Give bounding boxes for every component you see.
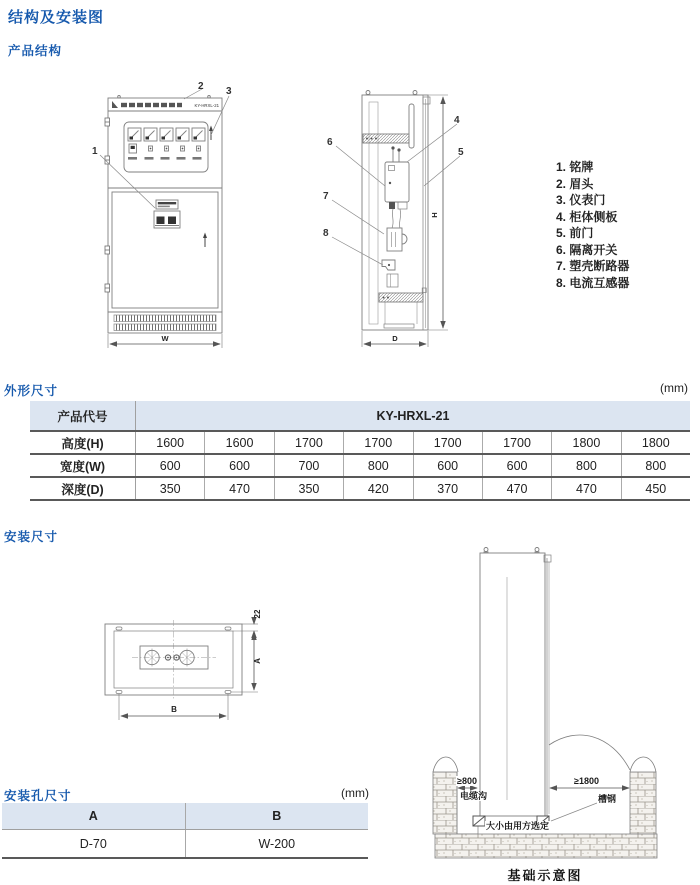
- col-b-header: B: [272, 809, 282, 823]
- cell: 600: [205, 455, 274, 476]
- cell: 350: [275, 478, 344, 499]
- callout-5: 5: [458, 147, 464, 158]
- section-outline-dimensions: 外形尺寸: [4, 384, 59, 398]
- hole-table-header: [2, 803, 368, 830]
- cell: 470: [205, 478, 274, 499]
- hole-table-values: [2, 830, 368, 859]
- foundation-caption: 基础示意图: [507, 868, 583, 883]
- legend-item: 8. 电流互感器: [556, 275, 630, 290]
- row-label: 高度(H): [30, 432, 136, 453]
- dim-b-label: B: [171, 705, 177, 714]
- legend-item: 7. 塑壳断路器: [556, 259, 630, 273]
- page-title: 结构及安装图: [8, 9, 105, 26]
- table-row-width: [30, 455, 690, 478]
- callout-8: 8: [323, 228, 329, 239]
- cell: 1700: [483, 432, 552, 453]
- cell: 600: [136, 455, 205, 476]
- row-label: 宽度(W): [30, 455, 136, 476]
- cable-trench-label: 电缆沟: [460, 791, 488, 801]
- section-mounting-holes: 安装孔尺寸: [4, 789, 72, 803]
- cell: 700: [275, 455, 344, 476]
- col-a-value: D-70: [2, 830, 186, 857]
- col-a-header: A: [2, 803, 186, 829]
- mounting-plan-drawing: [90, 598, 290, 733]
- table-header-row: [30, 401, 690, 432]
- legend-item: 1. 铭牌: [556, 160, 594, 174]
- foundation-dim-right: ≥1800: [574, 776, 599, 786]
- cell: 1700: [275, 432, 344, 453]
- dim-offset-label: 22: [253, 609, 262, 619]
- cell: 370: [414, 478, 483, 499]
- cell: 800: [344, 455, 413, 476]
- foundation-figure: [425, 532, 697, 884]
- cell: 1600: [205, 432, 274, 453]
- dim-a-label: A: [253, 658, 262, 664]
- legend-item: 2. 眉头: [556, 176, 594, 191]
- mounting-hole-table: [2, 803, 368, 859]
- legend-item: 4. 柜体侧板: [556, 209, 618, 224]
- cell: 470: [483, 478, 552, 499]
- cell: 1700: [414, 432, 483, 453]
- callout-1: 1: [92, 146, 98, 157]
- callout-2: 2: [198, 81, 204, 92]
- front-view-drawing: [88, 80, 240, 365]
- table-row-height: [30, 432, 690, 455]
- product-code-value: KY-HRXL-21: [376, 408, 450, 423]
- dim-height-label: H: [430, 212, 439, 218]
- cell: 420: [344, 478, 413, 499]
- outline-unit-label: (mm): [660, 381, 688, 395]
- cell: 1800: [552, 432, 621, 453]
- dim-depth-label: D: [392, 334, 398, 343]
- legend-item: 5. 前门: [556, 226, 594, 240]
- foundation-drawing: [425, 532, 697, 884]
- cell: 800: [645, 458, 667, 473]
- outline-dimensions-table: [30, 401, 690, 501]
- callout-6: 6: [327, 137, 333, 148]
- holes-unit-label: (mm): [341, 786, 369, 800]
- cell: 450: [645, 481, 667, 496]
- cell: 1600: [136, 432, 205, 453]
- section-install-dimensions: 安装尺寸: [4, 530, 59, 544]
- col-product-code: 产品代号: [30, 401, 136, 430]
- cell: 600: [414, 455, 483, 476]
- cell: 800: [552, 455, 621, 476]
- dim-width-label: W: [161, 334, 169, 343]
- legend-item: 3. 仪表门: [556, 193, 606, 207]
- parts-legend: [556, 159, 629, 291]
- channel-steel-label: 槽钢: [598, 794, 617, 804]
- cell: 1700: [344, 432, 413, 453]
- legend-item: 6. 隔离开关: [556, 242, 618, 257]
- table-row-depth: [30, 478, 690, 501]
- callout-4: 4: [454, 115, 460, 126]
- row-label: 深度(D): [30, 478, 136, 499]
- callout-3: 3: [226, 86, 232, 97]
- cell: 350: [136, 478, 205, 499]
- foundation-note: 大小由用方选定: [486, 821, 550, 831]
- section-product-structure: 产品结构: [8, 44, 63, 58]
- callout-7: 7: [323, 191, 329, 202]
- col-b-value: W-200: [258, 836, 296, 851]
- cabinet-model-text: KY-HRXL-21: [194, 103, 219, 109]
- side-view-drawing: [305, 78, 480, 370]
- cell: 1800: [641, 435, 670, 450]
- cell: 470: [552, 478, 621, 499]
- foundation-dim-left: ≥800: [457, 776, 477, 786]
- cell: 600: [483, 455, 552, 476]
